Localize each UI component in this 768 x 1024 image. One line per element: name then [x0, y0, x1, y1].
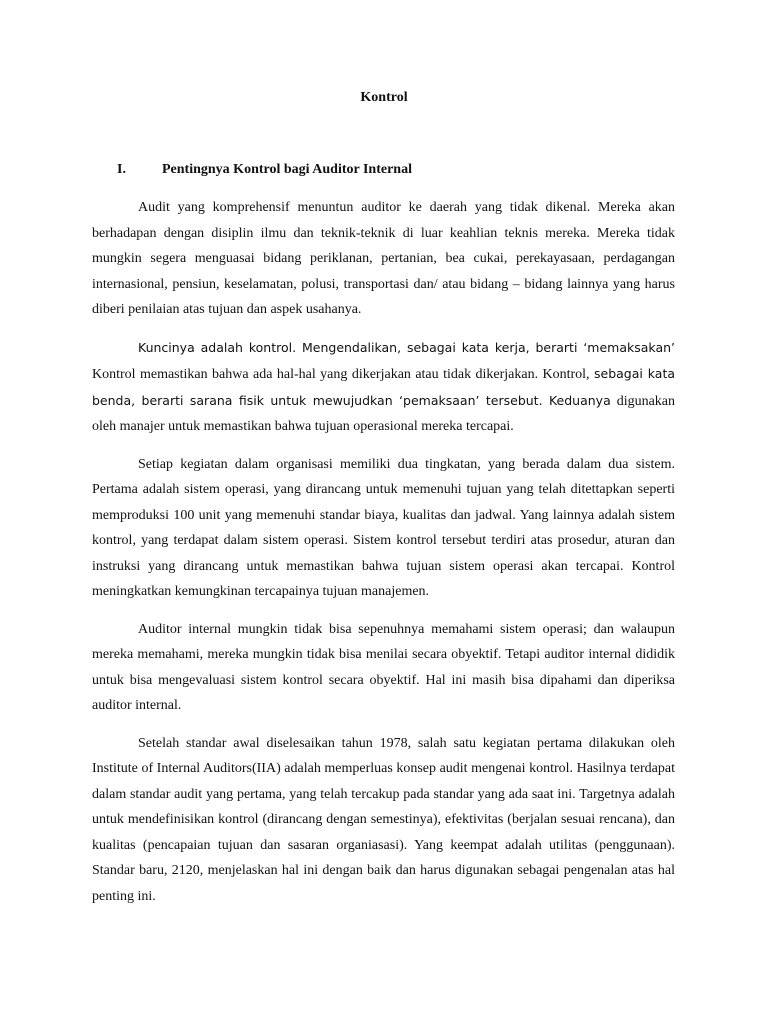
section-number: I.: [117, 162, 126, 177]
paragraph-mixed-font: [92, 335, 675, 440]
paragraph-run: sebagai kata benda, berarti sarana fisik untuk mewujudkan ‘pemaksaan’ tersebut. Keduanya: [92, 366, 676, 408]
section-heading: [117, 160, 677, 180]
body-text: [92, 195, 675, 921]
paragraph-run: digunakan oleh manajer untuk memastikan bahwa tujuan operasional mereka tercapai.: [92, 393, 676, 434]
paragraph: Setelah standar awal diselesaikan tahun 1978, salah satu kegiatan pertama dilakukan oleh Institute of Internal Auditors(IIA) adalah memperluas konsep audit mengenai kontrol. Hasilnya terdapat dalam standar audit yang pertama, yang telah tercakup pada standar yang ada saat ini. Targetnya adalah untuk mendefinisikan kontrol (dirancang dengan semestinya), efektivitas (berjalan sesuai rencana), dan kualitas (pencapaian tujuan dan sasaran organiasasi). Yang keempat adalah utilitas (penggunaan). Standar baru, 2120, menjelaskan hal ini dengan baik dan harus digunakan sebagai pengenalan atas hal penting ini.: [92, 735, 675, 904]
paragraph: Auditor internal mungkin tidak bisa sepenuhnya memahami sistem operasi; dan walaupun mereka memahami, mereka mungkin tidak bisa menilai secara obyektif. Tetapi auditor internal dididik untuk bisa mengevaluasi sistem kontrol secara obyektif. Hal ini masih bisa dipahami dan diperiksa auditor internal.: [92, 621, 675, 713]
section-title: Pentingnya Kontrol bagi Auditor Internal: [162, 162, 412, 177]
paragraph-run: Kontrol memastikan bahwa ada hal-hal yang dikerjakan atau tidak dikerjakan. Kontrol,: [92, 367, 590, 382]
paragraph: Setiap kegiatan dalam organisasi memiliki dua tingkatan, yang berada dalam dua sistem. Pertama adalah sistem operasi, yang dirancang untuk memenuhi tujuan yang telah ditettapkan seperti memproduksi 100 unit yang memenuhi standar biaya, kualitas dan jadwal. Yang lainnya adalah sistem kontrol, yang terdapat dalam sistem operasi. Sistem kontrol tersebut terdiri atas prosedur, aturan dan instruksi yang dirancang untuk memastikan bahwa tujuan sistem operasi akan tercapai. Kontrol meningkatkan kemungkinan tercapainya tujuan manajemen.: [92, 456, 675, 599]
paragraph-run: Kuncinya adalah kontrol. Mengendalikan, sebagai kata kerja, berarti ‘memaksakan’: [138, 339, 675, 355]
paragraph: Audit yang komprehensif menuntun auditor ke daerah yang tidak dikenal. Mereka akan berhadapan dengan disiplin ilmu dan teknik-teknik di luar keahlian teknis mereka. Mereka tidak mungkin segera menguasai bidang periklanan, pertanian, bea cukai, perekayasaan, perdagangan internasional, pensiun, keselamatan, polusi, transportasi dan/ atau bidang – bidang lainnya yang harus diberi penilaian atas tujuan dan aspek usahanya.: [92, 200, 675, 317]
page-title: Kontrol: [360, 90, 408, 105]
